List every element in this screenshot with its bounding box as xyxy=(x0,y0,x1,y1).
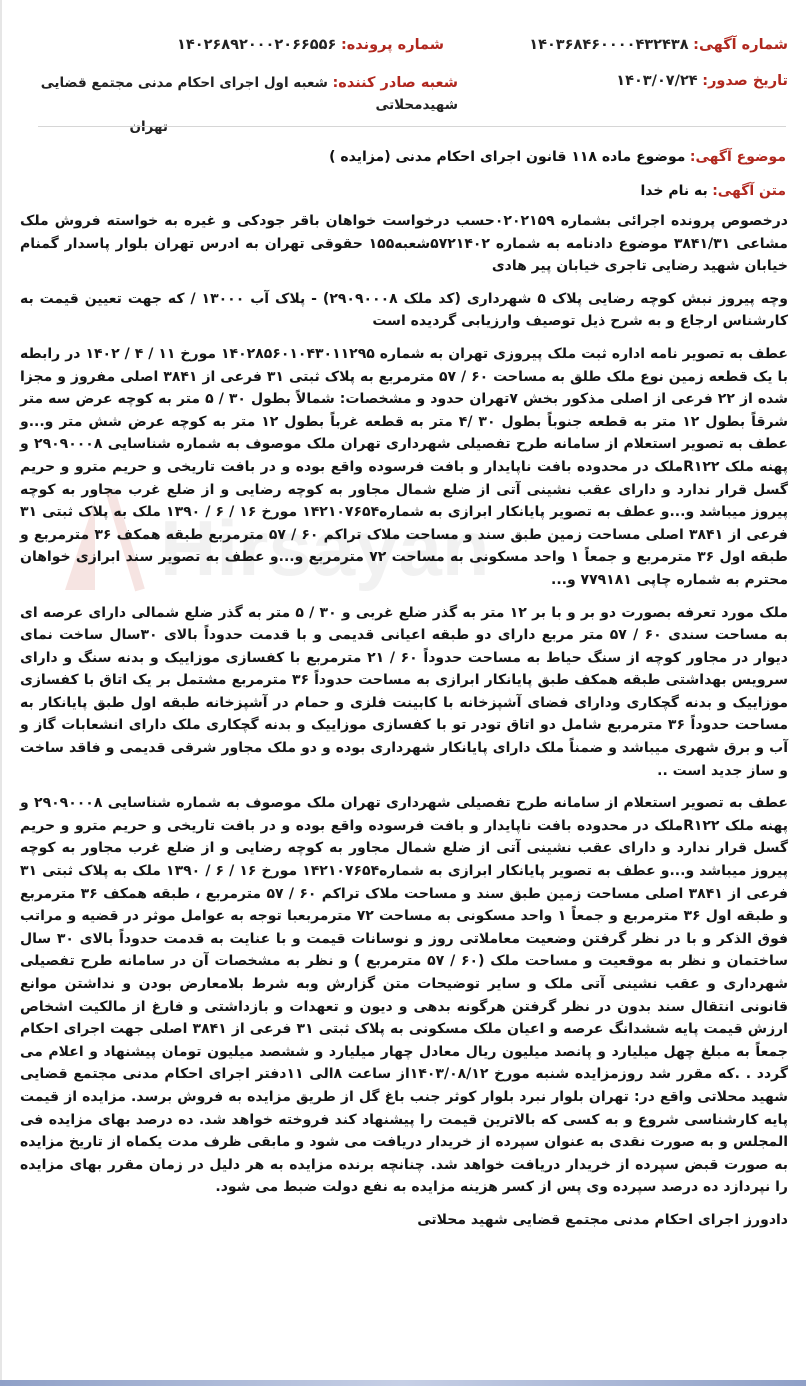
notice-number-row xyxy=(529,34,788,56)
notice-body xyxy=(20,210,788,1232)
issuer-row xyxy=(38,72,458,138)
file-number-row xyxy=(177,34,444,56)
issuer-line-2: تهران xyxy=(129,119,168,135)
notice-number-value: ۱۴۰۳۶۸۴۶۰۰۰۰۴۳۲۴۳۸ xyxy=(529,37,689,53)
body-paragraph-4: ملک مورد تعرفه بصورت دو بر و با بر ۱۲ متر به گذر ضلع غربی و ۳۰ / ۵ متر به گذر ضلع شمالی دارای عرصه ای به مساحت سندی ۶۰ / ۵۷ متر مربع دارای دو طبقه اعیانی قدیمی و با قدمت حدوداً بالای ۳۰سال ساخت نمای دیوار در مجاور کوچه از سنگ حیاط به مساحت حدوداً ۶۰ / ۲۱ مترمربع با کفسازی موزاییک و بدنه سنگ و دارای سرویس بهداشتی طبقه همکف طبق پایانکار ابرازی به مساحت حدوداً ۳۶ مترمربع مشتمل بر یک اتاق با کفسازی موزاییک و بدنه گچکاری ودارای فضای آشپزخانه با کابینت فلزی و حمام در آشپزخانه طبقه اول طبق پایانکار به مساحت حدوداً ۳۶ مترمربع شامل دو اتاق تودر تو با کفسازی موزاییک و بدنه گچکاری ملک دارای انشعابات گاز و آب و برق شهری میباشد و ضمناً ملک دارای پایانکار شهرداری بوده و دو ملک مجاور شرقی قدیمی و فاقد ساخت و ساز جدید است .. xyxy=(20,604,789,779)
subject-value: موضوع ماده ۱۱۸ قانون اجرای احکام مدنی (مزایده ) xyxy=(329,149,686,165)
issue-date-label: تاریخ صدور: xyxy=(702,73,788,89)
signature-line: دادورز اجرای احکام مدنی مجتمع قضایی شهید محلاتی xyxy=(417,1211,788,1228)
issuer-line-1: شعبه اول اجرای احکام مدنی مجتمع قضایی شهیدمحلاتی xyxy=(40,75,458,113)
bottom-bar xyxy=(0,1380,806,1386)
text-intro: به نام خدا xyxy=(640,183,708,199)
issue-date-value: ۱۴۰۳/۰۷/۲۴ xyxy=(616,73,698,89)
left-edge-strip xyxy=(0,0,2,1386)
body-paragraph-1: درخصوص پرونده اجرائی بشماره ۰۲۰۲۱۵۹حسب درخواست خواهان باقر جودکی و غیره به خواسته فروش ملک مشاعی ۳۸۴۱/۳۱ موضوع دادنامه به شماره ۵۷۲۱۴۰۲شعبه۱۵۵ حقوقی تهران به ادرس تهران بلوار پاسدار گمنام خیابان شهید رضایی تاجری خیابان پیر هادی xyxy=(20,213,788,275)
text-label: متن آگهی: xyxy=(712,183,786,199)
notice-number-label: شماره آگهی: xyxy=(693,37,788,53)
file-number-label: شماره پرونده: xyxy=(340,37,444,53)
subject-row xyxy=(22,146,786,168)
body-paragraph-5: عطف به تصویر استعلام از سامانه طرح تفصیلی شهرداری تهران ملک موصوف به شماره شناسایی ۲۹۰۹۰۰۰۸ و پهنه ملک R۱۲۲ملک در محدوده بافت ناپایدار و بافت فرسوده واقع بوده و در بافت تاریخی و حریم مترو و حریم گسل قرار ندارد و دارای عقب نشینی آتی از ضلع شمال مجاور به کوچه رضایی و از ضلع غرب مجاور به کوچه پیروز میباشد و...و عطف به تصویر پایانکار ابرازی به شماره۱۴۲۱۰۷۶۵۴ مورخ ۱۶ / ۶ / ۱۳۹۰ ملک به پلاک ثبتی ۳۱ فرعی از ۳۸۴۱ اصلی مساحت زمین طبق سند و مساحت ملاک تراکم ۶۰ / ۵۷ مترمربع ، طبقه همکف ۳۶ مترمربع و طبقه اول ۳۶ مترمربع و جمعاً ۱ واحد مسکونی به مساحت ۷۲ مترمربعبا توجه به عوامل موثر در قضیه و مراتب فوق الذکر و با در نظر گرفتن وضعیت معاملاتی روز و نوسانات قیمت و با عنایت به قدمت حدوداً بالای ۳۰ سال ساختمان و نظر به موقعیت و مساحت ملک (۶۰ / ۵۷ مترمربع ) و نظر به مشخصات آن در سامانه طرح تفصیلی شهرداری و عقب نشینی آتی ملک و سایر توضیحات متن گزارش وبه شرط بلامعارض بودن و نداشتن موانع قانونی انتقال سند بدون در نظر گرفتن هرگونه بدهی و دیون و تعهدات و بازداشتی و فارغ از مالکیت اشخاص ارزش قیمت پایه ششدانگ عرصه و اعیان ملک مسکونی به پلاک ثبتی ۳۱ فرعی از ۳۸۴۱ اصلی جهت اجرای احکام جمعاً به مبلغ چهل میلیارد و پانصد میلیون ریال معادل چهار میلیارد و ششصد میلیون تومان پیشنهاد و اعلام می گردد . .که مقرر شد روزمزایده شنبه مورخ ۱۴۰۳/۰۸/۱۲از ساعت ۸الی ۱۱دفتر اجرای احکام مدنی مجتمع قضایی شهید محلاتی واقع در: تهران بلوار نبرد بلوار کوثر جنب باغ گل از طریق مزایده به فروش برسد. مزایده از قیمت پایه کارشناسی شروع و به کسی که بالاترین قیمت را پیشنهاد کند فروخته خواهد شد. ده درصد بهای مزایده فی المجلس و به صورت نقدی به عنوان سپرده از خریدار دریافت می شود و مابقی ظرف مدت یکماه از تاریخ مزایده به صورت قبض سپرده از خریدار دریافت خواهد شد. چنانچه برنده مزایده به هر دلیل در زمان مقرر بهای مزایده را نپردازد ده درصد سپرده وی پس از کسر هزینه مزایده به نفع دولت ضبط می شود. xyxy=(20,795,789,1196)
subject-label: موضوع آگهی: xyxy=(689,149,786,165)
file-number-value: ۱۴۰۲۶۸۹۲۰۰۰۲۰۶۶۵۵۶ xyxy=(177,37,337,53)
issue-date-row xyxy=(616,70,788,92)
body-paragraph-3: عطف به تصویر نامه اداره ثبت ملک پیروزی تهران به شماره ۱۴۰۲۸۵۶۰۱۰۴۳۰۱۱۲۹۵ مورخ ۱۱ / ۴ / ۱۴۰۲ در رابطه با یک قطعه زمین نوع ملک طلق به مساحت ۶۰ / ۵۷ مترمربع به پلاک ثبتی ۳۱ فرعی از ۳۸۴۱ اصلی مفروز و مجزا شده از ۲۲ فرعی از اصلی مذکور بخش ۷تهران حدود و مشخصات: شمالاً بطول ۳۰ / ۵ متر به کوچه عرض سه متر شرقاً بطول ۱۲ متر به قطعه جنوباً بطول ۳۰ /۴ متر به قطعه غرباً بطول ۱۲ متر به کوچه عرض شش متر و...و عطف به تصویر استعلام از سامانه طرح تفصیلی شهرداری تهران ملک موصوف به شماره شناسایی ۲۹۰۹۰۰۰۸ و پهنه ملک R۱۲۲ملک در محدوده بافت ناپایدار و بافت فرسوده واقع بوده و در بافت تاریخی و حریم مترو و حریم گسل قرار ندارد و دارای عقب نشینی آتی از ضلع شمال مجاور به کوچه رضایی و از ضلع غرب مجاور به کوچه پیروز میباشد و...و عطف به تصویر پایانکار ابرازی به شماره۱۴۲۱۰۷۶۵۴ مورخ ۱۶ / ۶ / ۱۳۹۰ ملک به پلاک ثبتی ۳۱ فرعی از ۳۸۴۱ اصلی مساحت زمین طبق سند و مساحت ملاک تراکم ۶۰ / ۵۷ مترمربع طبقه همکف ۳۶ مترمربع و طبقه اول ۳۶ مترمربع و جمعاً ۱ واحد مسکونی به مساحت ۷۲ مترمربع و...و عطف به تصویر سند ابرازی خواهان محترم به شماره چاپی ۷۷۹۱۸۱ و... xyxy=(20,345,788,588)
header-divider xyxy=(38,126,786,127)
body-paragraph-2: وچه پیروز نبش کوچه رضایی پلاک ۵ شهرداری (کد ملک ۲۹۰۹۰۰۰۸) - پلاک آب ۱۳۰۰۰ / که جهت تعیین قیمت به کارشناس ارجاع و به شرح ذیل توصیف وارزیابی گردیده است xyxy=(20,290,789,330)
text-intro-row xyxy=(22,180,786,202)
watermark-brand-text: Hirsayan xyxy=(160,504,485,592)
issuer-label: شعبه صادر کننده: xyxy=(332,75,458,91)
